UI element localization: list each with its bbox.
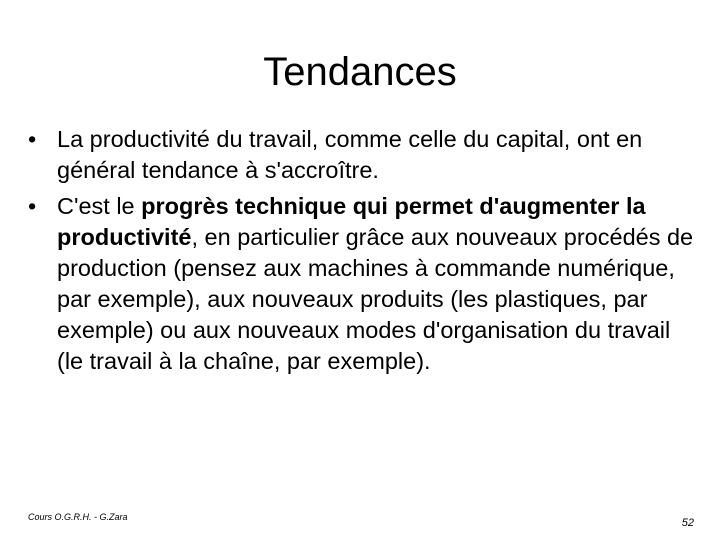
bullet-list [28, 124, 700, 382]
bullet-text-emphasis: progrès technique qui permet d'augmenter la productivité [57, 193, 646, 250]
bullet-marker: • [28, 193, 37, 219]
slide-title: Tendances [263, 50, 457, 94]
bullet-marker: • [28, 126, 37, 152]
page-number: 52 [681, 517, 694, 529]
bullet-text-suffix: , en particulier grâce aux nouveaux procédés de production (pensez aux machines à commande numérique, par exemple), aux nouveaux produits (les plastiques, par exemple) ou aux nouveaux modes d'organisation du travail (le travail à la chaîne, par exemple). [57, 224, 694, 374]
bullet-item-technical-progress [28, 191, 700, 377]
bullet-text-prefix: C'est le [57, 193, 142, 219]
bullet-item-productivity [28, 124, 700, 186]
footer-course-credit: Cours O.G.R.H. - G.Zara [28, 512, 128, 522]
bullet-text: La productivité du travail, comme celle du capital, ont en général tendance à s'accroître. [57, 126, 643, 183]
